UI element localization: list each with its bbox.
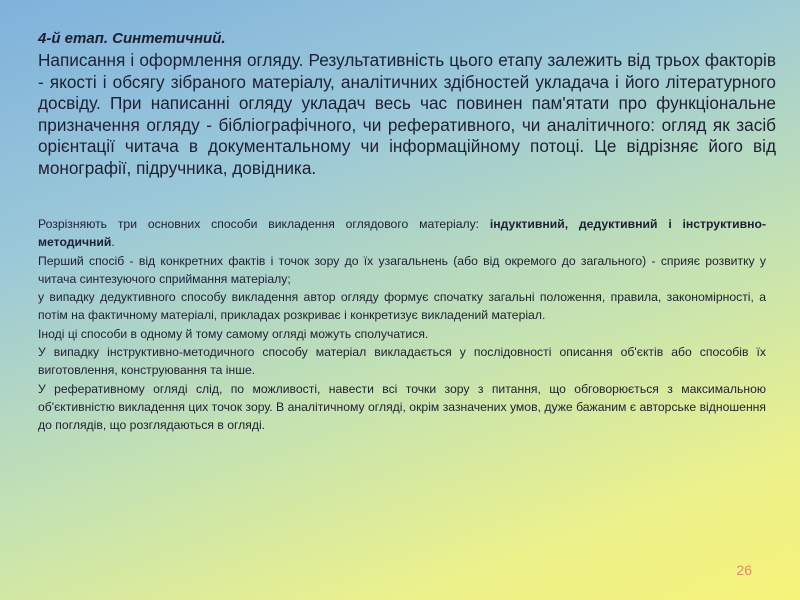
inductive-paragraph: Перший спосіб - від конкретних фактів і точок зору до їх узагальнень (або від окремого до загального) - сприяє розвитку у читача синтезуючого сприймання матеріалу; bbox=[38, 253, 766, 286]
stage-heading: 4-й етап. Синтетичний. bbox=[38, 30, 226, 47]
methods-paragraph bbox=[38, 215, 766, 252]
review-paragraph: У реферативному огляді слід, по можливості, навести всі точки зору з питання, що обговорюється з максимальною об'єктивністю викладення цих точок зору. В аналітичному огляді, окрім зазначених умов, дуже бажаним є авторське відношення до поглядів, що розглядаються в огляді. bbox=[38, 381, 766, 433]
combined-paragraph: Іноді ці способи в одному й тому самому огляді можуть сполучатися. bbox=[38, 326, 429, 341]
methods-intro: Розрізняють три основних способи викладення оглядового матеріалу: bbox=[38, 217, 490, 231]
instructive-paragraph: У випадку інструктивно-методичного способу матеріал викладається у послідовності описання об'єктів або способів їх виготовлення, конструювання та інше. bbox=[38, 345, 766, 378]
methods-list: індуктивний, дедуктивний і інструктивно-методичний bbox=[38, 217, 767, 250]
page-number: 26 bbox=[736, 562, 752, 578]
main-paragraph: Написання і оформлення огляду. Результативність цього етапу залежить від трьох факторів - якості і обсягу зібраного матеріалу, аналітичних здібностей укладача і його літературного досвіду. При написанні огляду укладач весь час повинен пам'ятати про функціональне призначення огляду - бібліографічного, чи реферативного, чи аналітичного: огляд як засіб орієнтації читача в документальному чи інформаційному потоці. Це відрізняє його від монографії, підручника, довідника. bbox=[38, 50, 776, 178]
secondary-text-block bbox=[38, 215, 766, 435]
methods-end: . bbox=[111, 235, 115, 250]
deductive-paragraph: у випадку дедуктивного способу викладення автор огляду формує спочатку загальні положення, правила, закономірності, а потім на фактичному матеріалі, прикладах розкриває і конкретизує викладений матеріал. bbox=[38, 290, 766, 323]
